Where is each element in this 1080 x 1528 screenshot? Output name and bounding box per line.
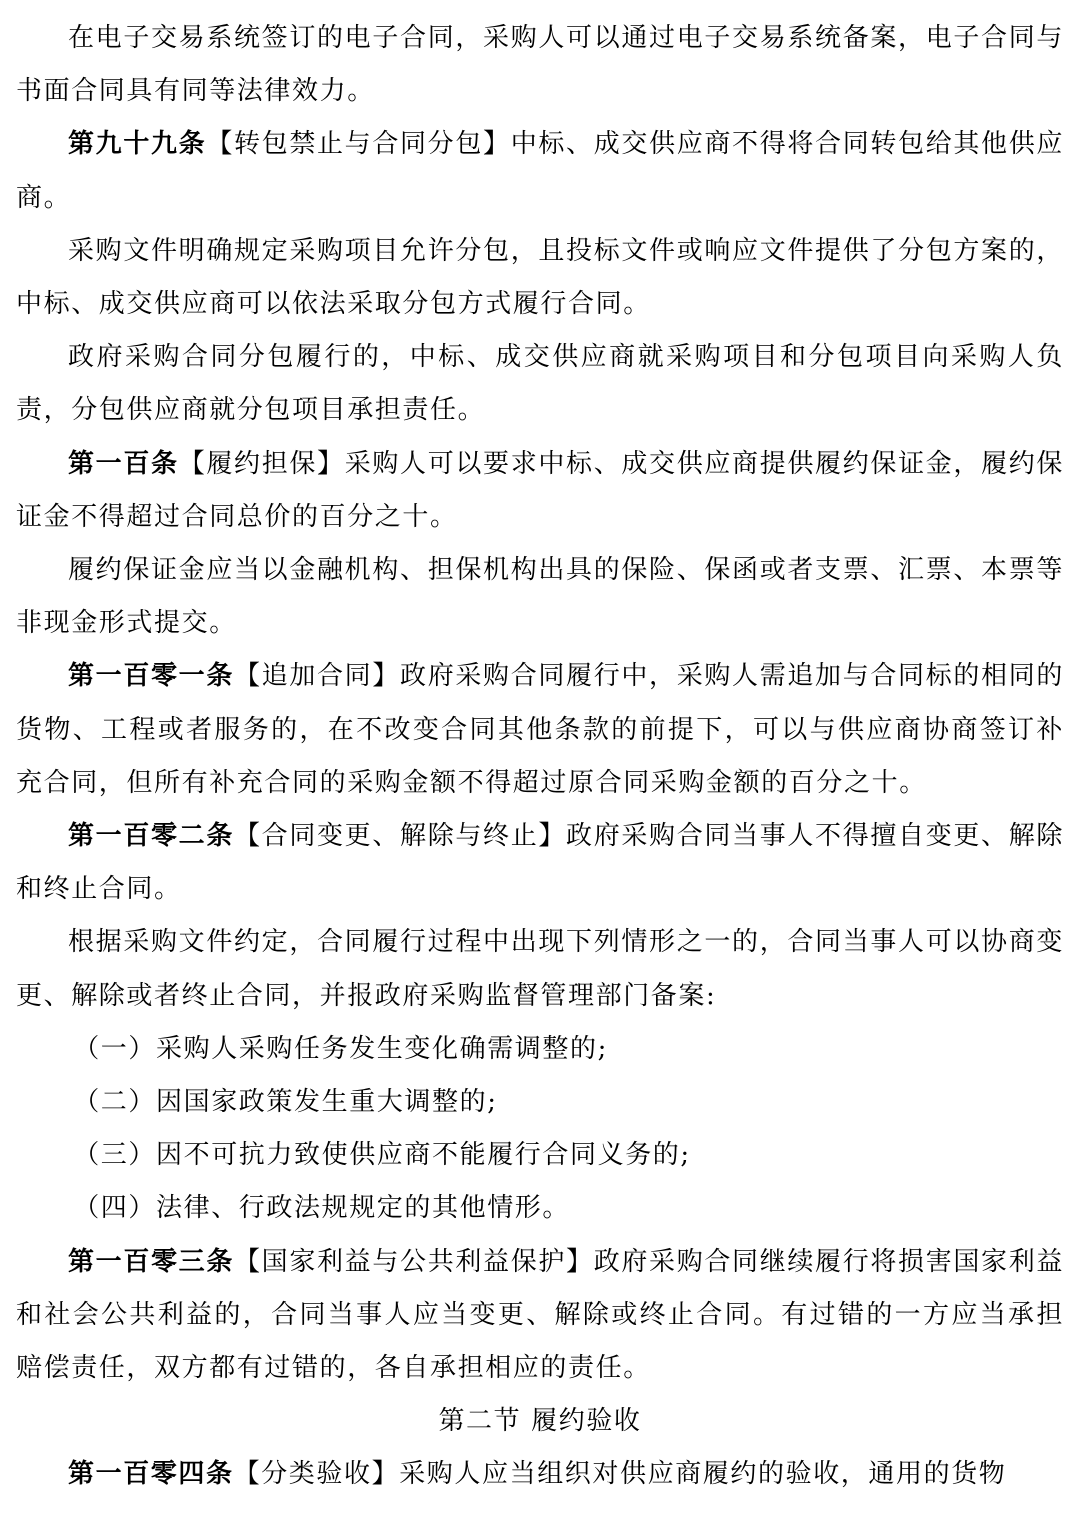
article-99	[16, 118, 1064, 224]
paragraph: 履约保证金应当以金融机构、担保机构出具的保险、保函或者支票、汇票、本票等非现金形式提交。	[16, 555, 1064, 639]
paragraph: 根据采购文件约定，合同履行过程中出现下列情形之一的，合同当事人可以协商变更、解除或者终止合同，并报政府采购监督管理部门备案:	[16, 927, 1064, 1011]
article-text: 【合同变更、解除与终止】政府采购合同当事人不得擅自变更、解除和终止合同。	[16, 821, 1064, 905]
article-text: 【转包禁止与合同分包】中标、成交供应商不得将合同转包给其他供应商。	[16, 129, 1064, 213]
list-item: （一）采购人采购任务发生变化确需调整的;	[73, 1033, 608, 1064]
article-104	[16, 1448, 1064, 1501]
article-101	[16, 650, 1064, 810]
list-item: （四）法律、行政法规规定的其他情形。	[73, 1193, 570, 1224]
list-item: （三）因不可抗力致使供应商不能履行合同义务的;	[73, 1140, 691, 1171]
article-number: 第一百零二条	[68, 821, 235, 852]
article-text: 【追加合同】政府采购合同履行中，采购人需追加与合同标的相同的货物、工程或者服务的，在不改变合同其他条款的前提下，可以与供应商协商签订补充合同，但所有补充合同的采购金额不得超过原合同采购金额的百分之十。	[16, 661, 1064, 798]
article-number: 第一百零四条	[68, 1459, 234, 1490]
paragraph: 在电子交易系统签订的电子合同，采购人可以通过电子交易系统备案，电子合同与书面合同具有同等法律效力。	[16, 23, 1064, 107]
article-number: 第一百零三条	[68, 1246, 235, 1277]
article-103	[16, 1236, 1064, 1396]
article-text: 【分类验收】采购人应当组织对供应商履约的验收，通用的货物	[233, 1459, 1007, 1490]
article-number: 第九十九条	[68, 129, 207, 160]
document-body	[16, 12, 1064, 1502]
section-heading: 第二节 履约验收	[438, 1406, 642, 1437]
article-text: 【国家利益与公共利益保护】政府采购合同继续履行将损害国家利益和社会公共利益的，合同当事人应当变更、解除或终止合同。有过错的一方应当承担赔偿责任，双方都有过错的，各自承担相应的责任。	[16, 1246, 1064, 1384]
paragraph: 采购文件明确规定采购项目允许分包，且投标文件或响应文件提供了分包方案的，中标、成交供应商可以依法采取分包方式履行合同。	[16, 235, 1064, 320]
article-number: 第一百条	[68, 448, 179, 479]
article-102	[16, 810, 1064, 916]
article-number: 第一百零一条	[68, 661, 235, 692]
paragraph: 政府采购合同分包履行的，中标、成交供应商就采购项目和分包项目向采购人负责，分包供应商就分包项目承担责任。	[16, 342, 1064, 426]
article-text: 【履约担保】采购人可以要求中标、成交供应商提供履约保证金，履约保证金不得超过合同总价的百分之十。	[16, 448, 1065, 532]
article-100	[16, 438, 1064, 544]
list-item: （二）因国家政策发生重大调整的;	[73, 1087, 498, 1118]
